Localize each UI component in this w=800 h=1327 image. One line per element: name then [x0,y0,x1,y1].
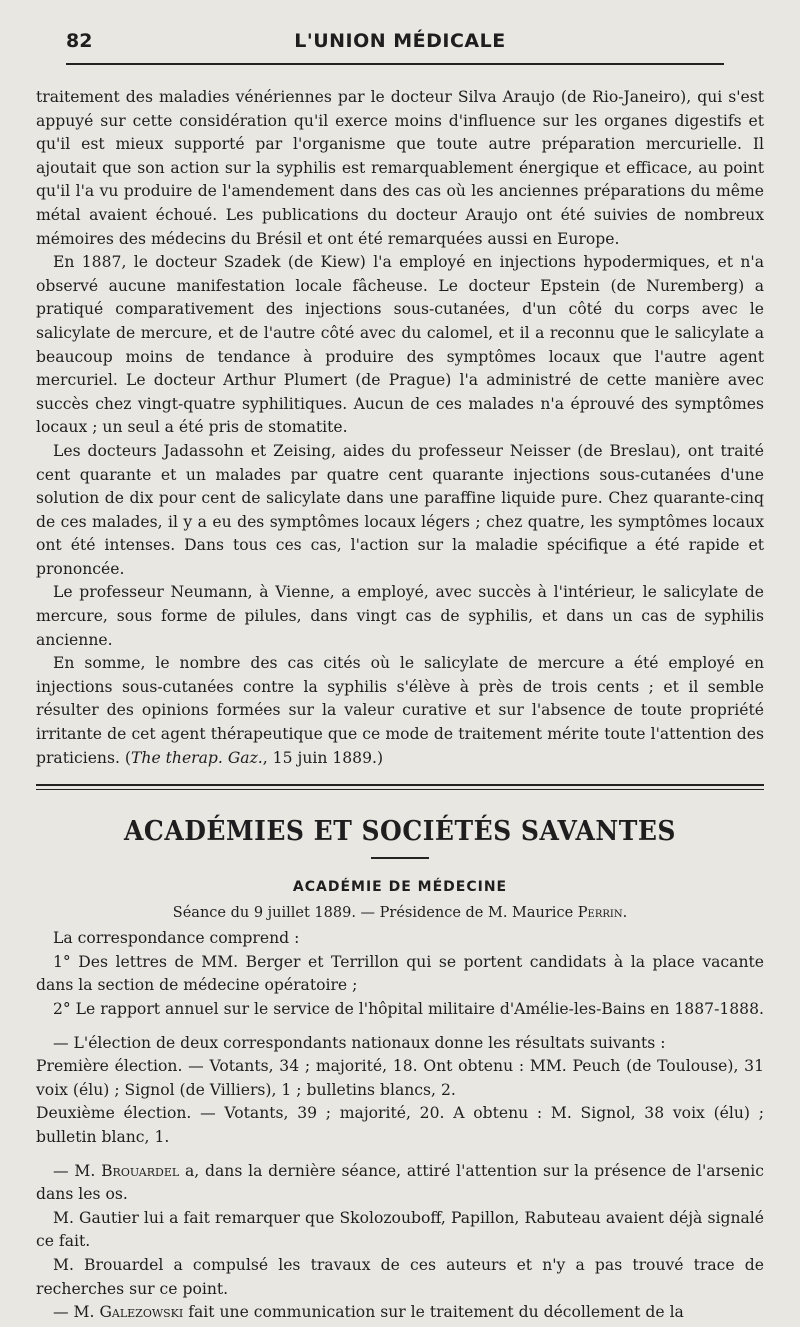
president-name: Perrin [577,905,623,922]
title-rule [371,857,429,859]
section-title: ACADÉMIES ET SOCIÉTÉS SAVANTES [124,814,676,847]
article-paragraph: Le professeur Neumann, à Vienne, a employé, avec succès à l'intérieur, le salicylate de mercure, sous forme de pilules, dans vingt cas de syphilis, et dans un cas de syphilis ancienne. [36,583,764,649]
article-paragraph-last [36,652,764,770]
section-separator [36,784,764,786]
article-body [36,86,764,770]
minutes-paragraph: M. Brouardel a compulsé les travaux de ces auteurs et n'y a pas trouvé trace de recherches sur ce point. [36,1255,764,1298]
article-paragraph: Les docteurs Jadassohn et Zeising, aides du professeur Neisser (de Breslau), ont traité cent quarante et un malades par quatre cent quarante injections sous-cutanées d'une solution de dix pour cent de salicylate dans une paraffine liquide pure. Chez quarante-cinq de ces malades, il y a eu des symptômes locaux légers ; chez quatre, les symptômes locaux ont été intenses. Dans tous ces cas, l'action sur la maladie spécifique a été rapide et prononcée. [36,441,764,578]
minutes-text: a, dans la dernière séance, attiré l'attention sur la présence de l'arsenic dans les os. [36,1161,764,1204]
dash-prefix: — M. [53,1161,102,1180]
minutes-text: fait une communication sur le traitement du décollement de la [183,1303,684,1322]
dash-prefix: — M. [53,1303,100,1322]
seance-text: Séance du 9 juillet 1889. — Présidence de M. Maurice [172,905,578,922]
minutes-paragraph: M. Gautier lui a fait remarquer que Skolozouboff, Papillon, Rabuteau avaient déjà signalé ce fait. [36,1208,764,1251]
minutes-paragraph: 1° Des lettres de MM. Berger et Terrillon qui se portent candidats à la place vacante dans la section de médecine opératoire ; [36,952,764,995]
minutes-paragraph: 2° Le rapport annuel sur le service de l'hôpital militaire d'Amélie-les-Bains en 1887-1888. [53,1000,764,1018]
article-paragraph: traitement des maladies vénériennes par le docteur Silva Araujo (de Rio-Janeiro), qui s'est appuyé sur cette considération qu'il exerce moins d'influence sur les organes digestifs et qu'il est mieux supporté par l'organisme que toute autre préparation mercurielle. Il ajoutait que son action sur la syphilis est remarquablement énergique et efficace, au point qu'il l'a vu produire de l'amendement dans des cas où les anciennes préparations du même métal avaient échoué. Les publications du docteur Araujo ont été suivies de nombreux mémoires des médecins du Brésil et ont été remarquées aussi en Europe. [36,88,764,248]
minutes-paragraph [36,1301,764,1325]
minutes-paragraph: — L'élection de deux correspondants nationaux donne les résultats suivants : [53,1033,666,1052]
header-rule [66,63,724,65]
spacer [36,1150,764,1160]
section-separator-thin [36,789,764,790]
seance-end: . [622,905,628,922]
minutes-paragraph: La correspondance comprend : [53,929,300,948]
article-paragraph-text: En somme, le nombre des cas cités où le salicylate de mercure a été employé en injections sous-cutanées contre la syphilis s'élève à près de trois cents ; et il semble résulter des opinions formées sur la valeur curative et sur l'absence de toute propriété irritante de cet agent thérapeutique que ce mode de traitement mérite toute l'attention des praticiens. [36,654,764,767]
minutes-body [36,927,764,1325]
spacer [36,1022,764,1032]
journal-title: L'UNION MÉDICALE [294,30,506,52]
minutes-paragraph: Première élection. — Votants, 34 ; majorité, 18. Ont obtenu : MM. Peuch (de Toulouse), 31 voix (élu) ; Signol (de Villiers), 1 ; bulletins blancs, 2. [36,1057,764,1099]
article-paragraph: En 1887, le docteur Szadek (de Kiew) l'a employé en injections hypodermiques, et n'a observé aucune manifestation locale fâcheuse. Le docteur Epstein (de Nuremberg) a pratiqué comparativement des injections sous-cutanées, d'un côté du corps avec le salicylate de mercure, et de l'autre côté avec du calomel, et il a reconnu que le salicylate a beaucoup moins de tendance à produire des symptômes locaux que l'autre agent mercuriel. Le docteur Arthur Plumert (de Prague) l'a administré de cette manière avec succès chez vingt-quatre syphilitiques. Aucun de ces malades n'a éprouvé des symptômes locaux ; un seul a été pris de stomatite. [36,253,764,437]
citation-date: , 15 juin 1889.) [262,748,384,767]
running-head [36,0,764,66]
citation-open: ( [124,748,132,767]
seance-line [36,905,764,921]
minutes-paragraph [36,1160,764,1207]
citation-source: The therap. Gaz. [131,748,263,767]
page-number: 82 [66,30,93,52]
speaker-name: Brouardel [101,1161,180,1180]
sub-heading: ACADÉMIE DE MÉDECINE [292,879,508,896]
minutes-paragraph: Deuxième élection. — Votants, 39 ; majorité, 20. A obtenu : M. Signol, 38 voix (élu) ; bulletin blanc, 1. [36,1104,764,1146]
speaker-name: Galezowski [99,1303,184,1322]
